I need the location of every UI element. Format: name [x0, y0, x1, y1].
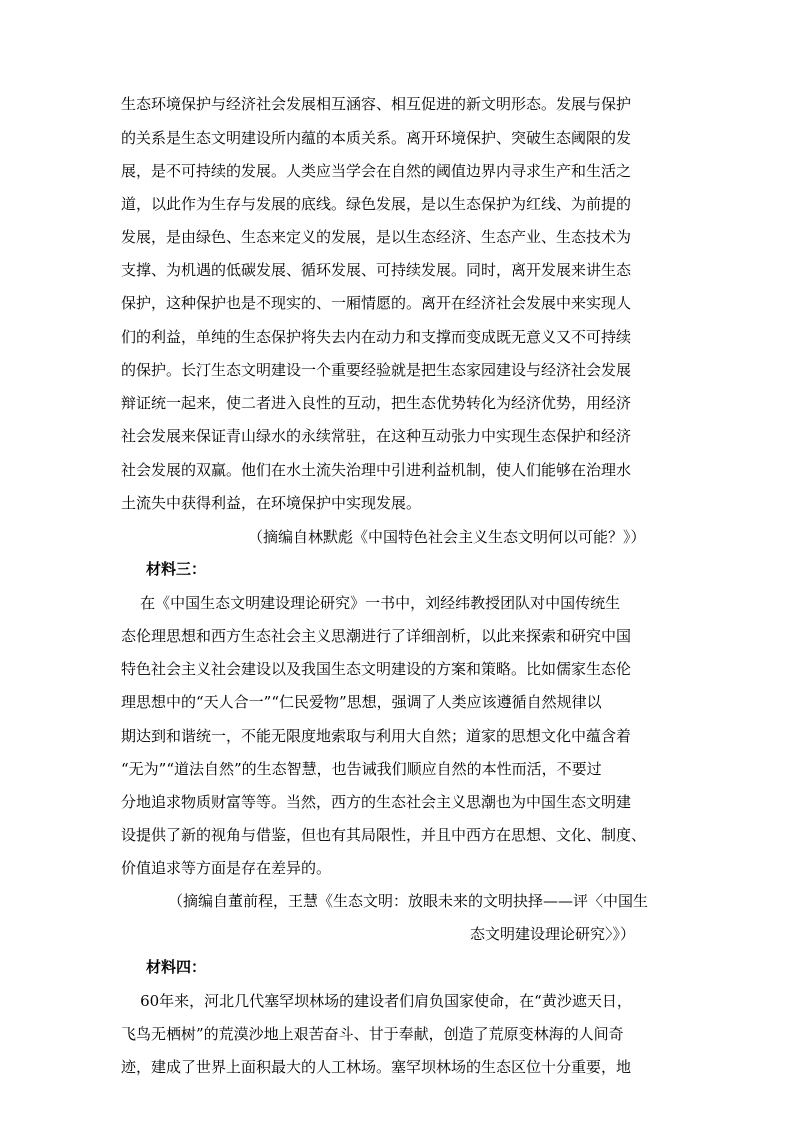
source-citation: （摘编自林默彪《中国特色社会主义生态文明何以可能？》）	[248, 528, 646, 546]
text-line: 飞鸟无栖树”的荒漠沙地上艰苦奋斗、甘于奉献，创造了荒原变林海的人间奇	[121, 1025, 624, 1043]
section-heading-material-4: 材料四：	[146, 958, 207, 976]
text-line: 社会发展来保证青山绿水的永续常驻，在这种互动张力中实现生态保护和经济	[121, 427, 632, 445]
text-line: 土流失中获得利益，在环境保护中实现发展。	[121, 494, 422, 512]
text-line: 的保护。长汀生态文明建设一个重要经验就是把生态家园建设与经济社会发展	[121, 361, 632, 379]
text-line: “无为”“道法自然”的生态智慧，也告诫我们顺应自然的本性而活，不要过	[121, 760, 602, 778]
text-line: 特色社会主义社会建设以及我国生态文明建设的方案和策略。比如儒家生态伦	[121, 660, 632, 678]
text-line: 在《中国生态文明建设理论研究》一书中，刘经纬教授团队对中国传统生	[121, 594, 621, 612]
text-line: 的关系是生态文明建设所内蕴的本质关系。离开环境保护、突破生态阈限的发	[121, 129, 632, 147]
text-line: 社会发展的双赢。他们在水土流失治理中引进利益机制，使人们能够在治理水	[121, 461, 632, 479]
text-line: 设提供了新的视角与借鉴，但也有其局限性，并且中西方在思想、文化、制度、	[121, 826, 647, 844]
text-line: 支撑、为机遇的低碳发展、循环发展、可持续发展。同时，离开发展来讲生态	[121, 261, 632, 279]
text-line: 60年来，河北几代塞罕坝林场的建设者们肩负国家使命，在“黄沙遮天日，	[121, 992, 632, 1010]
text-line: 理思想中的“天人合一”“仁民爱物”思想，强调了人类应该遵循自然规律以	[121, 693, 602, 711]
text-line: 生态环境保护与经济社会发展相互涵容、相互促进的新文明形态。发展与保护	[121, 95, 632, 113]
text-line: 辩证统一起来，使二者进入良性的互动，把生态优势转化为经济优势，用经济	[121, 394, 632, 412]
section-heading-material-3: 材料三：	[146, 560, 207, 578]
text-line: 迹，建成了世界上面积最大的人工林场。塞罕坝林场的生态区位十分重要，地	[121, 1058, 632, 1076]
source-citation-continued: 态文明建设理论研究〉》）	[470, 925, 636, 943]
text-line: 期达到和谐统一，不能无限度地索取与利用大自然；道家的思想文化中蕴含着	[121, 727, 632, 745]
text-line: 们的利益，单纯的生态保护将失去内在动力和支撑而变成既无意义又不可持续	[121, 328, 632, 346]
text-line: 道，以此作为生存与发展的底线。绿色发展，是以生态保护为红线、为前提的	[121, 195, 632, 213]
text-line: 保护，这种保护也是不现实的、一厢情愿的。离开在经济社会发展中来实现人	[121, 294, 632, 312]
text-line: 展，是不可持续的发展。人类应当学会在自然的阈值边界内寻求生产和生活之	[121, 162, 632, 180]
text-line: 价值追求等方面是存在差异的。	[121, 859, 332, 877]
source-citation: （摘编自董前程，王慧《生态文明：放眼未来的文明抉择——评〈中国生	[168, 892, 649, 910]
text-line: 发展，是由绿色、生态来定义的发展，是以生态经济、生态产业、生态技术为	[121, 228, 632, 246]
text-line: 分地追求物质财富等等。当然，西方的生态社会主义思潮也为中国生态文明建	[121, 793, 632, 811]
text-line: 态伦理思想和西方生态社会主义思潮进行了详细剖析，以此来探索和研究中国	[121, 627, 632, 645]
